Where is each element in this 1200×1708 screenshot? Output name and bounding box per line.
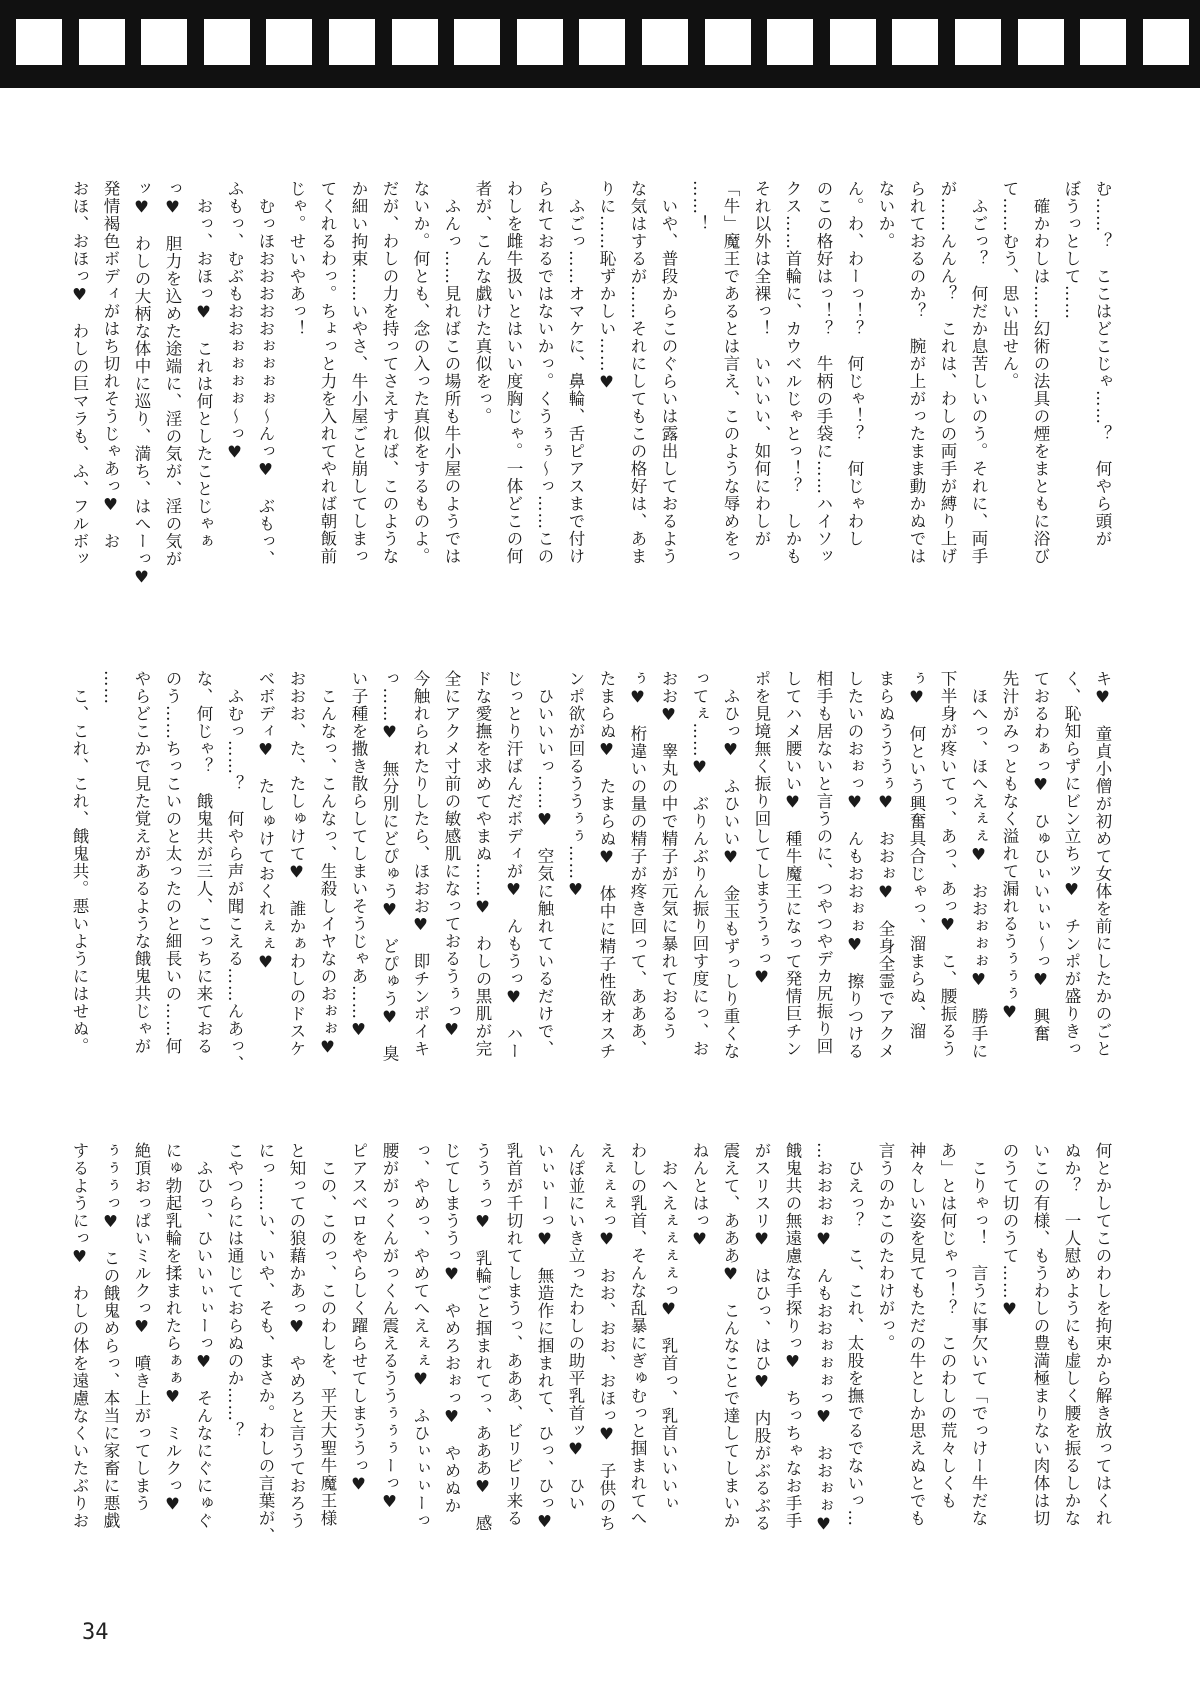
text-line: 発情褐色ボディがはち切れそうじゃあっ♥ お bbox=[101, 180, 120, 550]
text-line: ひいいいっ……♥ 空気に触れているだけで、 bbox=[535, 670, 554, 1058]
text-line: な気はするが……それにしてもこの格好は、あま bbox=[628, 180, 647, 565]
text-line: それ以外は全裸っ！ いいいい、如何にわしが bbox=[752, 180, 771, 548]
film-hole bbox=[1018, 19, 1064, 65]
text-line: むっほおおおおおぉぉぉぉ～んっ♥ ぶもっ、 bbox=[256, 180, 275, 568]
text-line: ほへっ、ほへえぇぇ♥ おおぉぉぉ♥ 勝手に bbox=[969, 670, 988, 1060]
text-line: だが、わしの力を持ってさえすれば、このような bbox=[380, 180, 399, 565]
text-line: のうて切のうて……♥ bbox=[1000, 1142, 1019, 1320]
page-number: 34 bbox=[82, 1620, 109, 1645]
text-line: こやつらには通じておらぬのか……？ bbox=[225, 1142, 244, 1440]
film-hole bbox=[579, 19, 625, 65]
text-line: ふごっ？ 何だか息苦しいのう。それに、両手 bbox=[969, 180, 988, 565]
text-line: ふむっ……？ 何やら声が聞こえる……んあっ、 bbox=[225, 670, 244, 1073]
text-line: ふごっ……オマケに、鼻輪、舌ピアスまで付け bbox=[566, 180, 585, 565]
text-line: っ……♥ 無分別にどぴゅう♥ どぴゅう♥ 臭 bbox=[380, 670, 399, 1063]
text-line: したいのおぉっ♥ んもおおぉぉ♥ 擦りつける bbox=[845, 670, 864, 1060]
text-line: ん。わ、わーっ！？ 何じゃ！？ 何じゃわし bbox=[845, 180, 864, 548]
text-line: ドな愛撫を求めてやまぬ……♥ わしの黒肌が完 bbox=[473, 670, 492, 1058]
text-line: ふひっ♥ ふひいい♥ 金玉もずっしり重くな bbox=[721, 670, 740, 1060]
film-hole bbox=[1080, 19, 1126, 65]
text-line: ぅ♥ 桁違いの量の精子が疼き回って、あああ、 bbox=[628, 670, 647, 1058]
text-line: ておるわぁっ♥ ひゅひぃいぃぃ～っ♥ 興奮 bbox=[1031, 670, 1050, 1043]
text-line: っ♥ 胆力を込めた途端に、淫の気が、淫の気が bbox=[163, 180, 182, 568]
text-line: 言うのかこのたわけがっ。 bbox=[876, 1142, 895, 1352]
film-hole bbox=[642, 19, 688, 65]
text-line: 腰ががっくんがっくん震えるううぅぅぅーっ♥ bbox=[380, 1142, 399, 1512]
film-strip-edge bbox=[0, 88, 1200, 92]
text-line: く、恥知らずにビン立ちッ♥ チンポが盛りきっ bbox=[1062, 670, 1081, 1058]
film-hole bbox=[767, 19, 813, 65]
text-line: ふもっ、むぶもおおぉぉぉぉ～っ♥ bbox=[225, 180, 244, 463]
text-block-lower bbox=[70, 1142, 1118, 1592]
text-line: いぃぃーっ♥ 無造作に掴まれて、ひっ、ひっ♥ bbox=[535, 1142, 554, 1532]
text-line: む……？ ここはどこじゃ……？ 何やら頭が bbox=[1093, 180, 1112, 548]
text-line: 震えて、あああ♥ こんなことで達してしまいか bbox=[721, 1142, 740, 1530]
text-line: か細い拘束……いやさ、牛小屋ごと崩してしまっ bbox=[349, 180, 368, 565]
text-line: おほ、おほっ♥ わしの巨マラも、ふ、フルボッ bbox=[70, 180, 89, 568]
text-line: じゃ。せいやあっ！ bbox=[287, 180, 306, 338]
text-line: ううぅっ♥ 乳輪ごと掴まれてっ、あああ♥ 感 bbox=[473, 1142, 492, 1532]
film-hole bbox=[517, 19, 563, 65]
text-line: あ」とは何じゃっ！？ このわしの荒々しくも bbox=[938, 1142, 957, 1510]
text-line: られておるではないかっ。くうぅぅ～っ……この bbox=[535, 180, 554, 565]
text-line: ないか。何とも、念の入った真似をするものよ。 bbox=[411, 180, 430, 565]
text-line: わしの乳首、そんな乱暴にぎゅむっと掴まれてへ bbox=[628, 1142, 647, 1527]
text-line: い子種を撒き散らしてしまいそうじゃあ……♥ bbox=[349, 670, 368, 1040]
text-line: この、このっ、このわしを、平天大聖牛魔王様 bbox=[318, 1142, 337, 1527]
film-hole bbox=[141, 19, 187, 65]
text-line: 餓鬼共の無遠慮な手探りっ♥ ちっちゃなお手手 bbox=[783, 1142, 802, 1530]
text-line: 何とかしてこのわしを拘束から解き放ってはくれ bbox=[1093, 1142, 1112, 1527]
film-hole bbox=[705, 19, 751, 65]
film-hole bbox=[266, 19, 312, 65]
film-strip-header bbox=[0, 0, 1200, 88]
text-line: …おおおぉ♥ んもおおぉぉぉっ♥ おおぉぉ♥ bbox=[814, 1142, 833, 1535]
text-line: ベボディ♥ たしゅけておくれぇぇ♥ bbox=[256, 670, 275, 973]
text-line: て……むう、思い出せん。 bbox=[1000, 180, 1019, 390]
text-line: おおお、た、たしゅけて♥ 誰かぁわしのドスケ bbox=[287, 670, 306, 1058]
text-line: りに……恥ずかしい……♥ bbox=[597, 180, 616, 393]
text-line: いや、普段からこのぐらいは露出しておるよう bbox=[659, 180, 678, 565]
text-line: わしを雌牛扱いとはいい度胸じゃ。一体どこの何 bbox=[504, 180, 523, 565]
text-line: ふんっ……見ればこの場所も牛小屋のようでは bbox=[442, 180, 461, 565]
text-line: んぽ並にいき立ったわしの助平乳首ッ♥ ひい bbox=[566, 1142, 585, 1512]
text-line: 下半身が疼いてっ、あっ、あっ♥ こ、腰振るう bbox=[938, 670, 957, 1058]
text-line: 絶頂おっぱいミルクっ♥ 噴き上がってしまう bbox=[132, 1142, 151, 1512]
text-line: こ、これ、これ、餓鬼共。悪いようにはせぬ。 bbox=[70, 670, 89, 1055]
text-line: こんなっ、こんなっ、生殺しイヤなのおぉぉ♥ bbox=[318, 670, 337, 1058]
film-hole bbox=[329, 19, 375, 65]
text-line: おへえぇぇぇぇっ♥ 乳首っ、乳首いいいぃ bbox=[659, 1142, 678, 1512]
text-line: 神々しい姿を見てもただの牛としか思えぬとでも bbox=[907, 1142, 926, 1527]
film-hole bbox=[392, 19, 438, 65]
text-block-upper bbox=[70, 180, 1118, 650]
text-line: られておるのか？ 腕が上がったまま動かぬでは bbox=[907, 180, 926, 565]
text-line: 者が、こんな戯けた真似をっ。 bbox=[473, 180, 492, 425]
text-line: じっとり汗ばんだボディが♥ んもうっ♥ ハー bbox=[504, 670, 523, 1060]
text-line: ねんとはっ♥ bbox=[690, 1142, 709, 1250]
text-line: ピアスベロをやらしく躍らせてしまううっ♥ bbox=[349, 1142, 368, 1495]
text-line: ないか。 bbox=[876, 180, 895, 250]
text-line: な、何じゃ？ 餓鬼共が三人、こっちに来ておる bbox=[194, 670, 213, 1055]
film-hole bbox=[16, 19, 62, 65]
text-line: ぬか？ 一人慰めようにも虚しく腰を振るしかな bbox=[1062, 1142, 1081, 1527]
text-line: 相手も居ないと言うのに、つやつやデカ尻振り回 bbox=[814, 670, 833, 1055]
text-line: のう……ちっこいのと太ったのと細長いの……何 bbox=[163, 670, 182, 1055]
text-line: 全にアクメ寸前の敏感肌になっておるうぅっ♥ bbox=[442, 670, 461, 1040]
text-line: 「牛」魔王であるとは言え、このような辱めをっ bbox=[721, 180, 740, 565]
text-line: ンポ欲が回るううぅぅ……♥ bbox=[566, 670, 585, 900]
text-line: 乳首が千切れてしまうっ、あああ、ビリビリ来る bbox=[504, 1142, 523, 1527]
text-line: …… bbox=[101, 670, 120, 705]
text-line: してハメ腰いい♥ 種牛魔王になって発情巨チン bbox=[783, 670, 802, 1058]
text-line: やらどこかで見た覚えがあるような餓鬼共じゃが bbox=[132, 670, 151, 1055]
text-line: がスリスリ♥ はひっ、はひ♥ 内股がぶるぶる bbox=[752, 1142, 771, 1532]
text-line: にっ……い、いや、そも、まさか。わしの言葉が、 bbox=[256, 1142, 275, 1545]
text-line: ふひっ、ひいいぃぃーっ♥ そんなにぐにゅぐ bbox=[194, 1142, 213, 1530]
film-hole bbox=[79, 19, 125, 65]
text-line: おお♥ 睾丸の中で精子が元気に暴れておるう bbox=[659, 670, 678, 1040]
text-line: てくれるわっ。ちょっと力を入れてやれば朝飯前 bbox=[318, 180, 337, 565]
text-line: まらぬうううぅ♥ おおぉ♥ 全身全霊でアクメ bbox=[876, 670, 895, 1060]
text-line: ぼうっとして…… bbox=[1062, 180, 1081, 320]
text-line: するようにっ♥ わしの体を遠慮なくいたぶりお bbox=[70, 1142, 89, 1530]
film-hole bbox=[830, 19, 876, 65]
film-hole bbox=[454, 19, 500, 65]
text-line: じてしまううっ♥ やめろおぉっ♥ やめぬか bbox=[442, 1142, 461, 1515]
text-line: 今触れられたりしたら、ほおお♥ 即チンポイキ bbox=[411, 670, 430, 1058]
text-line: 先汁がみっともなく溢れて漏れるうぅぅぅ♥ bbox=[1000, 670, 1019, 1023]
film-hole bbox=[955, 19, 1001, 65]
text-line: おっ、おほっ♥ これは何としたことじゃぁ bbox=[194, 180, 213, 550]
text-block-middle bbox=[70, 670, 1118, 1120]
text-line: っ、やめっ、やめてへえぇぇ♥ ふひぃぃぃーっ bbox=[411, 1142, 430, 1530]
text-line: ポを見境無く振り回してしまううぅっ♥ bbox=[752, 670, 771, 988]
text-line: ッ♥ わしの大柄な体中に巡り、満ち、はへーっ♥ bbox=[132, 180, 151, 588]
text-line: ぅぅぅっ♥ この餓鬼めらっ、本当に家畜に悪戯 bbox=[101, 1142, 120, 1530]
film-hole bbox=[1143, 19, 1189, 65]
text-line: えぇぇぇっ♥ おお、おお、おほっ♥ 子供のち bbox=[597, 1142, 616, 1532]
text-line: ひえっ？ こ、これ、太股を撫でるでないっ… bbox=[845, 1142, 864, 1527]
text-line: にゅ勃起乳輪を揉まれたらぁぁ♥ ミルクっ♥ bbox=[163, 1142, 182, 1515]
text-line: のこの格好はっ！？ 牛柄の手袋に……ハイソッ bbox=[814, 180, 833, 565]
film-hole bbox=[204, 19, 250, 65]
text-line: が……んんん？ これは、わしの両手が縛り上げ bbox=[938, 180, 957, 565]
text-line: ぅ♥ 何という興奮具合じゃっ、溜まらぬ、溜 bbox=[907, 670, 926, 1040]
text-line: たまらぬ♥ たまらぬ♥ 体中に精子性欲オスチ bbox=[597, 670, 616, 1060]
film-hole bbox=[892, 19, 938, 65]
text-line: ……！ bbox=[690, 180, 709, 233]
text-line: こりゃっ！ 言うに事欠いて「でっけー牛だな bbox=[969, 1142, 988, 1527]
text-line: クス……首輪に、カウベルじゃとっ！？ しかも bbox=[783, 180, 802, 565]
text-line: ってぇ……♥ ぶりんぶりん振り回す度にっ、お bbox=[690, 670, 709, 1058]
text-line: 確かわしは……幻術の法具の煙をまともに浴び bbox=[1031, 180, 1050, 565]
text-line: と知っての狼藉かあっ♥ やめろと言うておろう bbox=[287, 1142, 306, 1530]
text-line: いこの有様、もうわしの豊満極まりない肉体は切 bbox=[1031, 1142, 1050, 1527]
text-line: キ♥ 童貞小僧が初めて女体を前にしたかのごと bbox=[1093, 670, 1112, 1058]
